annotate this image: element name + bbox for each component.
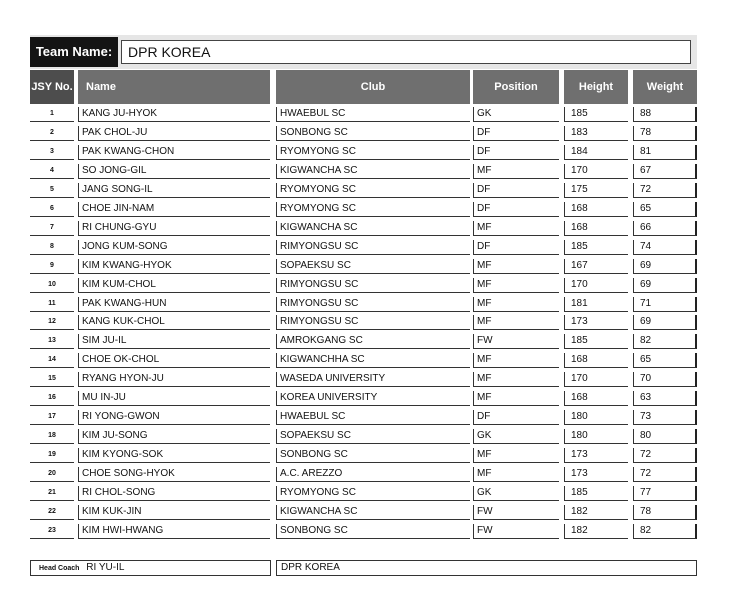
player-height: 173 — [564, 315, 628, 330]
player-weight: 80 — [633, 429, 697, 444]
player-name: RI YONG-GWON — [78, 410, 270, 425]
player-position: DF — [473, 410, 559, 425]
player-name: RI CHUNG-GYU — [78, 221, 270, 236]
player-club: RIMYONGSU SC — [276, 240, 470, 255]
player-height: 170 — [564, 278, 628, 293]
player-club: KOREA UNIVERSITY — [276, 391, 470, 406]
player-weight: 65 — [633, 202, 697, 217]
player-height: 170 — [564, 164, 628, 179]
jsy-number: 20 — [30, 467, 74, 482]
player-height: 168 — [564, 391, 628, 406]
jsy-number: 12 — [30, 315, 74, 330]
player-club: HWAEBUL SC — [276, 410, 470, 425]
player-position: FW — [473, 334, 559, 349]
player-weight: 72 — [633, 467, 697, 482]
player-club: RYOMYONG SC — [276, 145, 470, 160]
jsy-number: 11 — [30, 297, 74, 312]
player-club: KIGWANCHHA SC — [276, 353, 470, 368]
player-weight: 82 — [633, 334, 697, 349]
player-weight: 63 — [633, 391, 697, 406]
head-coach-team: DPR KOREA — [276, 560, 697, 576]
player-club: A.C. AREZZO — [276, 467, 470, 482]
player-position: MF — [473, 221, 559, 236]
header-club: Club — [276, 70, 470, 104]
player-weight: 82 — [633, 524, 697, 539]
player-club: RYOMYONG SC — [276, 486, 470, 501]
head-coach-field — [30, 560, 271, 576]
jsy-number: 16 — [30, 391, 74, 406]
player-weight: 77 — [633, 486, 697, 501]
player-name: MU IN-JU — [78, 391, 270, 406]
player-position: FW — [473, 505, 559, 520]
player-club: WASEDA UNIVERSITY — [276, 372, 470, 387]
player-position: MF — [473, 278, 559, 293]
jsy-number: 15 — [30, 372, 74, 387]
player-club: SONBONG SC — [276, 524, 470, 539]
player-club: RYOMYONG SC — [276, 183, 470, 198]
player-position: MF — [473, 315, 559, 330]
player-height: 170 — [564, 372, 628, 387]
player-name: RYANG HYON-JU — [78, 372, 270, 387]
player-weight: 81 — [633, 145, 697, 160]
jsy-number: 9 — [30, 259, 74, 274]
player-name: PAK CHOL-JU — [78, 126, 270, 141]
player-position: MF — [473, 297, 559, 312]
player-height: 180 — [564, 429, 628, 444]
jsy-number: 22 — [30, 505, 74, 520]
jsy-number: 14 — [30, 353, 74, 368]
jsy-number: 17 — [30, 410, 74, 425]
jsy-number: 23 — [30, 524, 74, 539]
player-weight: 69 — [633, 278, 697, 293]
player-position: MF — [473, 353, 559, 368]
player-weight: 78 — [633, 126, 697, 141]
jsy-number: 6 — [30, 202, 74, 217]
jsy-number: 7 — [30, 221, 74, 236]
player-club: SOPAEKSU SC — [276, 429, 470, 444]
jsy-number: 21 — [30, 486, 74, 501]
player-weight: 69 — [633, 259, 697, 274]
header-jsy-no: JSY No. — [30, 70, 74, 104]
head-coach-label: Head Coach — [39, 565, 80, 572]
player-club: KIGWANCHA SC — [276, 164, 470, 179]
player-name: CHOE SONG-HYOK — [78, 467, 270, 482]
player-weight: 88 — [633, 107, 697, 122]
jsy-number: 18 — [30, 429, 74, 444]
player-weight: 67 — [633, 164, 697, 179]
player-club: KIGWANCHA SC — [276, 505, 470, 520]
jsy-number: 3 — [30, 145, 74, 160]
player-position: MF — [473, 467, 559, 482]
player-weight: 78 — [633, 505, 697, 520]
player-weight: 72 — [633, 183, 697, 198]
header-name: Name — [78, 70, 270, 104]
player-name: KIM JU-SONG — [78, 429, 270, 444]
player-height: 175 — [564, 183, 628, 198]
player-weight: 71 — [633, 297, 697, 312]
player-weight: 74 — [633, 240, 697, 255]
player-position: GK — [473, 486, 559, 501]
player-height: 183 — [564, 126, 628, 141]
player-weight: 72 — [633, 448, 697, 463]
player-height: 173 — [564, 467, 628, 482]
player-position: GK — [473, 429, 559, 444]
team-name-value: DPR KOREA — [121, 40, 691, 64]
player-height: 185 — [564, 240, 628, 255]
player-height: 168 — [564, 221, 628, 236]
player-name: PAK KWANG-CHON — [78, 145, 270, 160]
team-name-label: Team Name: — [30, 37, 118, 67]
player-name: SIM JU-IL — [78, 334, 270, 349]
player-weight: 66 — [633, 221, 697, 236]
player-name: PAK KWANG-HUN — [78, 297, 270, 312]
player-position: DF — [473, 126, 559, 141]
player-position: DF — [473, 240, 559, 255]
player-height: 182 — [564, 505, 628, 520]
player-club: SONBONG SC — [276, 126, 470, 141]
jsy-number: 8 — [30, 240, 74, 255]
player-position: FW — [473, 524, 559, 539]
player-name: KIM HWI-HWANG — [78, 524, 270, 539]
player-height: 185 — [564, 107, 628, 122]
player-height: 182 — [564, 524, 628, 539]
player-height: 185 — [564, 486, 628, 501]
player-position: MF — [473, 372, 559, 387]
player-name: CHOE JIN-NAM — [78, 202, 270, 217]
player-height: 180 — [564, 410, 628, 425]
header-height: Height — [564, 70, 628, 104]
player-club: SONBONG SC — [276, 448, 470, 463]
player-position: MF — [473, 259, 559, 274]
player-name: JONG KUM-SONG — [78, 240, 270, 255]
jsy-number: 19 — [30, 448, 74, 463]
player-height: 167 — [564, 259, 628, 274]
head-coach-name: RI YU-IL — [86, 562, 125, 573]
player-position: MF — [473, 448, 559, 463]
player-club: KIGWANCHA SC — [276, 221, 470, 236]
player-weight: 73 — [633, 410, 697, 425]
player-position: GK — [473, 107, 559, 122]
player-name: KIM KYONG-SOK — [78, 448, 270, 463]
player-club: AMROKGANG SC — [276, 334, 470, 349]
player-club: RIMYONGSU SC — [276, 297, 470, 312]
player-name: CHOE OK-CHOL — [78, 353, 270, 368]
player-name: SO JONG-GIL — [78, 164, 270, 179]
player-name: KIM KUK-JIN — [78, 505, 270, 520]
player-name: KANG JU-HYOK — [78, 107, 270, 122]
player-height: 181 — [564, 297, 628, 312]
player-position: DF — [473, 145, 559, 160]
jsy-number: 2 — [30, 126, 74, 141]
header-position: Position — [473, 70, 559, 104]
player-club: HWAEBUL SC — [276, 107, 470, 122]
jsy-number: 1 — [30, 107, 74, 122]
player-name: KANG KUK-CHOL — [78, 315, 270, 330]
player-height: 168 — [564, 353, 628, 368]
jsy-number: 13 — [30, 334, 74, 349]
jsy-number: 10 — [30, 278, 74, 293]
player-club: RIMYONGSU SC — [276, 278, 470, 293]
player-name: KIM KUM-CHOL — [78, 278, 270, 293]
header-weight: Weight — [633, 70, 697, 104]
jsy-number: 5 — [30, 183, 74, 198]
player-position: DF — [473, 202, 559, 217]
jsy-number: 4 — [30, 164, 74, 179]
player-position: MF — [473, 164, 559, 179]
player-name: JANG SONG-IL — [78, 183, 270, 198]
player-club: RIMYONGSU SC — [276, 315, 470, 330]
player-height: 168 — [564, 202, 628, 217]
player-height: 173 — [564, 448, 628, 463]
player-height: 185 — [564, 334, 628, 349]
player-position: DF — [473, 183, 559, 198]
player-weight: 70 — [633, 372, 697, 387]
player-position: MF — [473, 391, 559, 406]
player-name: KIM KWANG-HYOK — [78, 259, 270, 274]
player-weight: 65 — [633, 353, 697, 368]
player-club: RYOMYONG SC — [276, 202, 470, 217]
player-height: 184 — [564, 145, 628, 160]
player-club: SOPAEKSU SC — [276, 259, 470, 274]
player-weight: 69 — [633, 315, 697, 330]
player-name: RI CHOL-SONG — [78, 486, 270, 501]
